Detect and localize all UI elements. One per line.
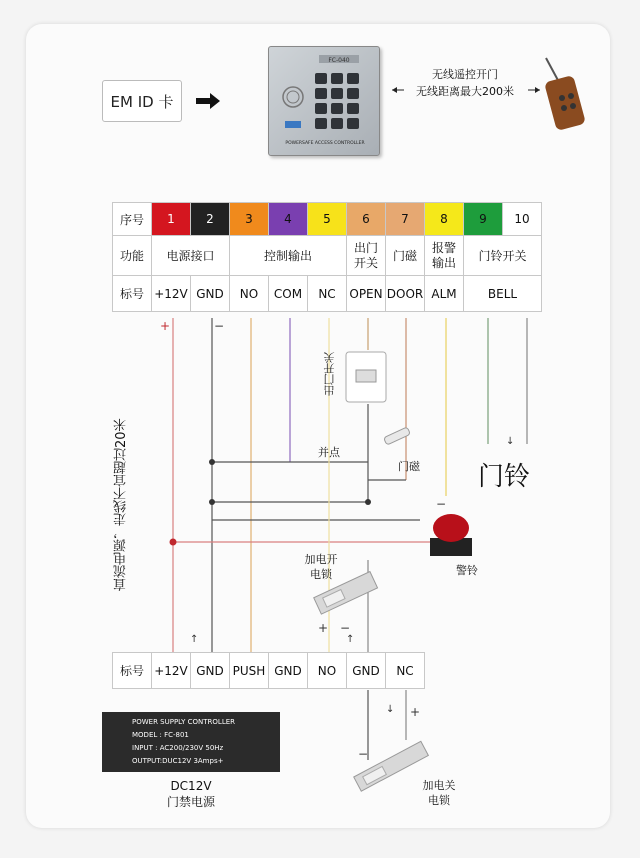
num-10: 10 [503,203,542,236]
num-6: 6 [347,203,386,236]
svg-text:−: − [340,621,351,635]
term-com: COM [269,276,308,312]
num-5: 5 [308,203,347,236]
psu-line-2: MODEL : FC-801 [132,731,189,739]
bottom-term-gnd-3: GND [347,653,386,689]
num-9: 9 [464,203,503,236]
keypad-brand: POWERSAFE ACCESS CONTROLLER [285,141,365,146]
term-open: OPEN [347,276,386,312]
num-4: 4 [269,203,308,236]
bottom-row-label: 标号 [113,653,152,689]
bottom-term-no: NO [308,653,347,689]
svg-text:↑: ↑ [190,634,199,645]
term-alm: ALM [425,276,464,312]
term-12v: +12V [152,276,191,312]
bottom-term-gnd-2: GND [269,653,308,689]
svg-text:+: + [160,319,171,333]
psu-caption-1: DC12V [170,779,212,793]
func-bell: 门铃开关 [464,236,542,276]
power-on-lock-label: 加电开 电锁 [304,553,338,581]
func-door: 门磁 [386,236,425,276]
svg-text:+: + [410,705,421,719]
row-label-terminal: 标号 [113,276,152,312]
svg-text:+: + [318,621,329,635]
vertical-note: 直流电源，走线不宜超过20米 [114,418,129,592]
svg-text:↓: ↓ [506,436,515,447]
term-no: NO [230,276,269,312]
bottom-term-gnd-1: GND [191,653,230,689]
remote-line-2: 无线距离最大200米 [416,85,514,98]
term-nc: NC [308,276,347,312]
term-gnd: GND [191,276,230,312]
num-3: 3 [230,203,269,236]
num-8: 8 [425,203,464,236]
junction-label: 并点 [318,446,340,459]
power-supply-plate [102,712,280,772]
svg-text:−: − [436,497,447,511]
doorbell-label: 门铃 [478,462,531,492]
keypad-model: FC-040 [328,57,350,64]
psu-line-1: POWER SUPPLY CONTROLLER [132,718,236,726]
svg-text:↑: ↑ [346,634,355,645]
svg-text:↓: ↓ [386,704,395,715]
svg-text:−: − [358,747,369,761]
power-off-lock-label: 加电关 电锁 [422,779,456,807]
psu-caption-2: 门禁电源 [166,795,215,809]
psu-caption [102,778,280,810]
func-alarm: 报警输出 [425,236,464,276]
emid-card-label: EM ID 卡 [102,80,182,122]
door-sensor-label: 门磁 [398,460,420,473]
bottom-term-push: PUSH [230,653,269,689]
func-control: 控制输出 [230,236,347,276]
term-door: DOOR [386,276,425,312]
bottom-terminal-table [112,652,425,689]
remote-line-1: 无线遥控开门 [432,68,498,81]
row-label-function: 功能 [113,236,152,276]
func-power: 电源接口 [152,236,230,276]
num-7: 7 [386,203,425,236]
bottom-term-12v: +12V [152,653,191,689]
row-label-number: 序号 [113,203,152,236]
siren-label: 警铃 [456,564,478,577]
func-exit: 出门开关 [347,236,386,276]
term-bell: BELL [464,276,542,312]
bottom-term-nc: NC [386,653,425,689]
exit-switch-label: 出门开关 [323,352,336,396]
num-1: 1 [152,203,191,236]
bottom-row [113,653,425,689]
psu-line-4: OUTPUT:DUC12V 3Amps+ [132,757,224,765]
psu-line-3: INPUT : AC200/230V 50Hz [132,744,224,752]
svg-text:−: − [214,319,225,333]
num-2: 2 [191,203,230,236]
